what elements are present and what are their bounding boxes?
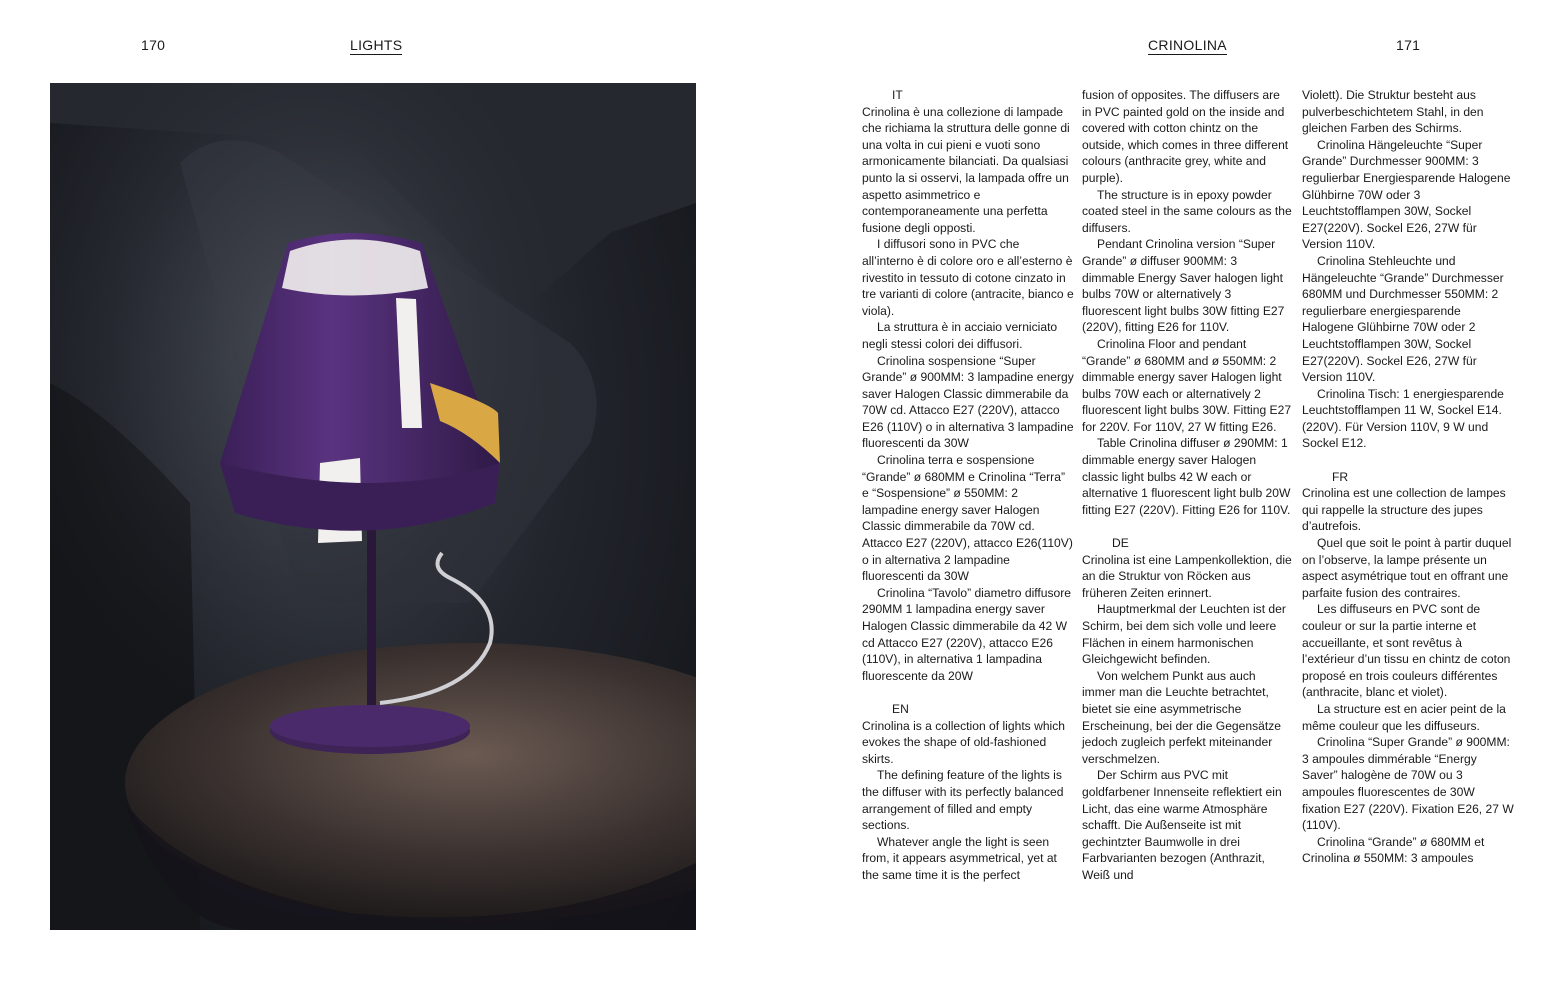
shade-top-opening [282,240,428,296]
paragraph: Der Schirm aus PVC mit goldfarbener Innenseite reflektiert ein Licht, das eine warme Atmosphäre schafft. Die Außenseite ist mit gechintzter Baumwolle in drei Farbvarianten bezogen (Anthrazit, Weiß und [1082,768,1282,882]
left-page-number: 170 [141,37,166,53]
paragraph: Crinolina Floor and pendant “Grande” ø 680MM and ø 550MM: 2 dimmable energy saver Halogen light bulbs 70W each or alternatively 2 fluorescent light bulbs 30W. Fitting E27 for 220V. For 110V, 27 W fitting E26. [1082,336,1292,434]
lang-heading-en: EN [892,701,909,716]
paragraph: Table Crinolina diffuser ø 290MM: 1 dimmable energy saver Halogen classic light bulbs 42 W each or alternative 1 fluorescent light bulb 20W fitting E27 (220V). Fitting E26 for 110V. [1082,436,1291,517]
product-photo [50,83,696,930]
left-running-head: LIGHTS [350,37,403,53]
paragraph: Crinolina è una collezione di lampade che richiama la struttura delle gonne di una volta in cui pieni e vuoti sono armonicamente bilanciati. Da qualsiasi punto la si osservi, la lampada offre un aspetto asimmetrico e contemporaneamente una perfetta fusione degli opposti. [862,104,1070,235]
lang-heading-de: DE [1112,536,1129,551]
paragraph: I diffusori sono in PVC che all’interno è di colore oro e all’esterno è rivestito in tessuto di cotone cinzato in tre varianti di colore (antracite, bianco e viola). [862,237,1074,318]
paragraph: Crinolina est une collection de lampes qui rappelle la structure des jupes d’autrefois. [1302,486,1506,534]
lamp-illustration [50,83,696,930]
paragraph: Whatever angle the light is seen from, it appears asymmetrical, yet at the same time it is the perfect [862,834,1057,882]
paragraph: Pendant Crinolina version “Super Grande” ø diffuser 900MM: 3 dimmable Energy Saver halogen light bulbs 70W or alternatively 3 fluorescent light bulbs 30W fitting E27 (220V), fitting E26 for 110V. [1082,237,1285,335]
paragraph: Quel que soit le point à partir duquel on l’observe, la lampe présente un aspect asymétrique tout en offrant une parfaite fusion des contraires. [1302,536,1512,600]
paragraph: Crinolina “Super Grande” ø 900MM: 3 ampoules dimmérable “Energy Saver” halogène de 70W ou 3 ampoules fluorescentes de 30W fixation E27 (220V). Fixation E26, 27 W (110V). [1302,735,1514,833]
paragraph: fusion of opposites. The diffusers are in PVC painted gold on the inside and covered with cotton chintz on the outside, which comes in three different colours (anthracite grey, white and purple). [1082,88,1289,185]
paragraph: La structure est en acier peint de la même couleur que les diffuseurs. [1302,701,1506,733]
paragraph: Crinolina “Tavolo” diametro diffusore 290MM 1 lampadina energy saver Halogen Classic dimmerabile da 42 W cd Attacco E27 (220V), attacco E26 (110V), in alternativa 1 lampadina fluorescente da 20W [862,585,1072,683]
lamp-stem [367,513,376,723]
paragraph: The defining feature of the lights is the diffuser with its perfectly balanced arrangement of filled and empty sections. [862,768,1064,833]
text-column-2 [1082,87,1292,884]
paragraph: Crinolina ist eine Lampenkollektion, die an die Struktur von Röcken aus früheren Zeiten erinnert. [1082,552,1292,600]
paragraph: Crinolina Stehleuchte und Hängeleuchte “Grande” Durchmesser 680MM und Durchmesser 550MM: 2 regulierbare energiesparende Halogene Glühbirne 70W oder 2 Leuchtstofflampen 30W, Sockel E27(220V). Sockel E26, 27W für Version 110V. [1302,253,1504,385]
right-page-number: 171 [1396,37,1421,53]
paragraph: Violett). Die Struktur besteht aus pulverbeschichtetem Stahl, in den gleichen Farben des Schirms. [1302,88,1484,136]
right-running-head: CRINOLINA [1148,37,1227,53]
paragraph: Hauptmerkmal der Leuchten ist der Schirm, bei dem sich volle und leere Flächen in einem harmonischen Gleichgewicht befinden. [1082,602,1286,667]
paragraph: Von welchem Punkt aus auch immer man die Leuchte betrachtet, bietet sie eine asymmetrische Erscheinung, bei der die Gegensätze jedoch zugleich perfekt miteinander verschmelzen. [1082,668,1282,766]
lang-heading-fr: FR [1332,469,1349,484]
paragraph: La struttura è in acciaio verniciato negli stessi colori dei diffusori. [862,320,1058,351]
paragraph: Crinolina sospensione “Super Grande” ø 900MM: 3 lampadine energy saver Halogen Classic dimmerabile da 70W cd. Attacco E27 (220V), attacco E26 (110V) o in alternativa 3 lampadine fluorescenti da 30W [862,353,1074,451]
text-column-1 [862,87,1074,884]
paragraph: Crinolina “Grande” ø 680MM et Crinolina ø 550MM: 3 ampoules [1302,834,1485,866]
paragraph: Les diffuseurs en PVC sont de couleur or sur la partie interne et accueillante, et sont revêtus à l’extérieur d’un tissu en chintz de coton proposé en trois couleurs différentes (anthracite, blanc et violet). [1302,602,1511,700]
lang-heading-it: IT [892,88,903,102]
paragraph: Crinolina Tisch: 1 energiesparende Leuchtstofflampen 11 W, Sockel E14. (220V). Für Version 110V, 9 W und Sockel E12. [1302,386,1504,451]
paragraph: Crinolina is a collection of lights which evokes the shape of old-fashioned skirts. [862,718,1066,766]
text-column-3 [1302,87,1514,867]
paragraph: The structure is in epoxy powder coated steel in the same colours as the diffusers. [1082,187,1292,235]
paragraph: Crinolina terra e sospensione “Grande” ø 680MM e Crinolina “Terra” e “Sospensione” ø 550MM: 2 lampadine energy saver Halogen Classic dimmerabile da 70W cd. Attacco E27 (220V), attacco E26(110V) o in alternativa 2 lampadine fluorescenti da 30W [862,453,1073,584]
paragraph: Crinolina Hängeleuchte “Super Grande” Durchmesser 900MM: 3 regulierbar Energiesparende Halogene Glühbirne 70W oder 3 Leuchtstofflampen 30W, Sockel E27(220V). Sockel E26, 27W für Version 110V. [1302,137,1511,252]
